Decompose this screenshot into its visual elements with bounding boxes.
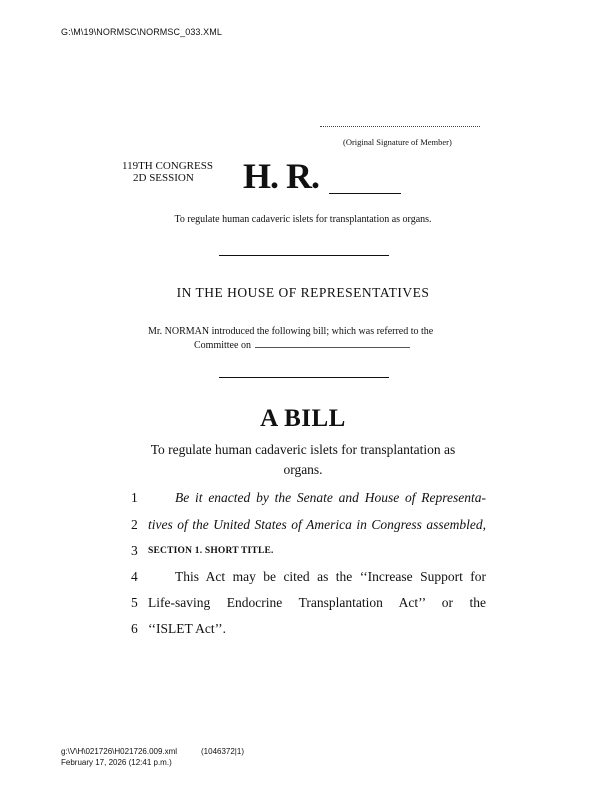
sponsor-prefix: Mr. xyxy=(148,326,163,337)
section-text-line1: This Act may be cited as the ‘‘Increase Support for xyxy=(175,569,486,584)
committee-blank xyxy=(255,339,410,348)
long-title: To regulate human cadaveric islets for transplantation as organs. xyxy=(150,442,456,477)
body-line xyxy=(0,515,606,535)
body-line xyxy=(0,619,606,639)
signature-caption: (Original Signature of Member) xyxy=(343,137,452,147)
line-number: 3 xyxy=(131,543,138,558)
house-heading: IN THE HOUSE OF REPRESENTATIVES xyxy=(176,285,430,300)
line-number: 2 xyxy=(131,517,138,532)
signature-line xyxy=(320,126,480,127)
enacting-clause-line2: tives of the United States of America in Congress assembled, xyxy=(148,517,486,532)
bill-heading: A BILL xyxy=(260,405,346,432)
footer-version-id: (1046372|1) xyxy=(201,747,244,756)
sponsor-name: NORMAN xyxy=(164,326,210,337)
introduction-paragraph xyxy=(148,325,468,353)
body-line xyxy=(0,593,606,613)
introduction-line2 xyxy=(148,339,468,353)
file-path-header: G:\M\19\NORMSC\NORMSC_033.XML xyxy=(61,27,222,37)
section-text-line2: Life-saving Endocrine Transplantation Act’’ or the xyxy=(148,595,486,610)
line-number: 6 xyxy=(131,621,138,636)
footer-path: g:\V\H\021726\H021726.009.xml xyxy=(61,747,178,756)
section-text-line3: ‘‘ISLET Act’’. xyxy=(148,621,226,636)
line-number: 1 xyxy=(131,490,138,505)
line-number: 4 xyxy=(131,569,138,584)
enacting-clause-line1: Be it enacted by the Senate and House of Representa- xyxy=(175,490,486,505)
line-number: 5 xyxy=(131,595,138,610)
committee-label: Committee on xyxy=(194,340,251,351)
section-heading: SECTION 1. SHORT TITLE. xyxy=(148,546,274,556)
bill-number-blank xyxy=(329,193,401,194)
body-line xyxy=(0,567,606,587)
footer-timestamp: February 17, 2026 (12:41 p.m.) xyxy=(61,758,172,767)
body-line xyxy=(0,541,606,561)
short-title-line: To regulate human cadaveric islets for transplantation as organs. xyxy=(174,214,432,225)
introduction-text-line1: introduced the following bill; which was referred to the xyxy=(211,326,434,337)
divider-rule-top xyxy=(219,255,389,256)
bill-designation: H. R. xyxy=(243,156,319,196)
congress-label: 119TH CONGRESS xyxy=(122,160,213,172)
body-line xyxy=(0,488,606,508)
session-label: 2D SESSION xyxy=(133,172,194,184)
divider-rule-bottom xyxy=(219,377,389,378)
footer xyxy=(61,746,244,768)
